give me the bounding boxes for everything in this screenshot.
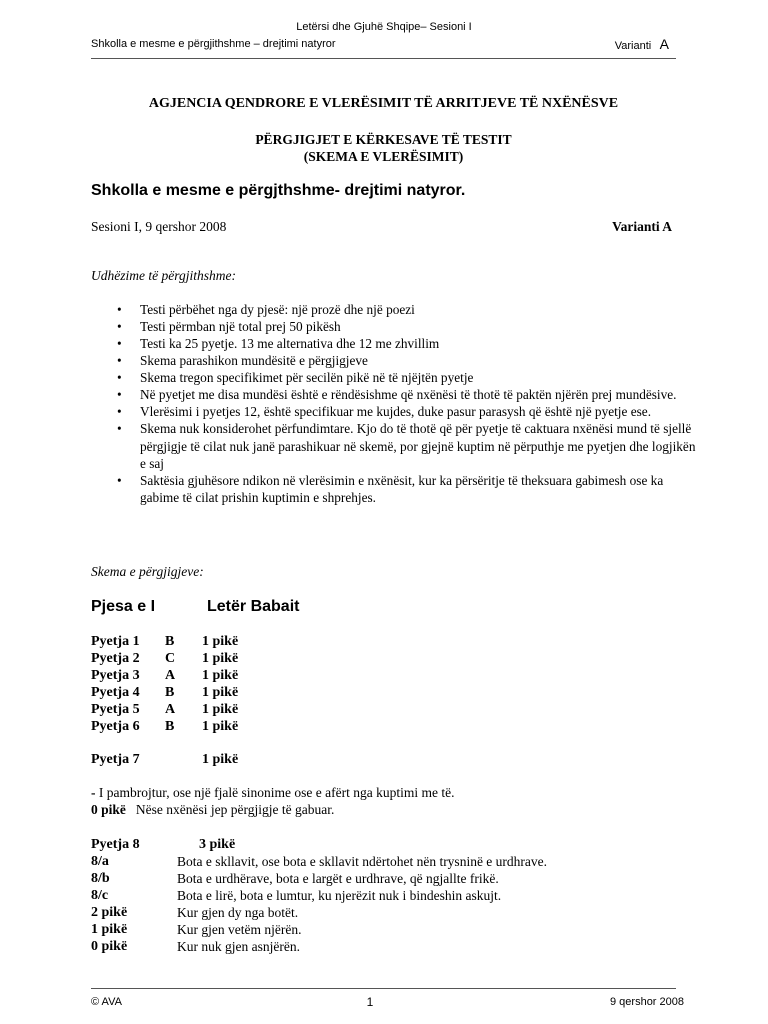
bullet-icon: •: [117, 336, 122, 351]
header-variant: [615, 36, 669, 54]
instruction-item: • Skema tregon specifikimet për secilën pikë në të njëjtën pyetje: [117, 370, 474, 385]
instructions-list: [91, 301, 696, 506]
header-center-line: Letërsi dhe Gjuhë Shqipe– Sesioni I: [296, 21, 472, 33]
footer-date: 9 qershor 2008: [610, 996, 684, 1008]
header-variant-letter: A: [659, 36, 669, 52]
session-date: Sesioni I, 9 qershor 2008: [91, 219, 227, 234]
footer-copyright: © AVA: [91, 996, 122, 1008]
bullet-icon: •: [117, 473, 122, 489]
bullet-icon: •: [117, 387, 122, 402]
answers-heading: Skema e përgjigjeve:: [91, 564, 204, 579]
school-title: Shkolla e mesme e përgjthshme- drejtimi natyror.: [91, 182, 466, 199]
instruction-item: • Saktësia gjuhësore ndikon në vlerësimin e nxënësit, kur ka përsëritje të theksuara gabimesh ose ka gabime të cilat prishin kuptimin e shprehjes.: [117, 473, 664, 506]
instruction-item: • Në pyetjet me disa mundësi është e rëndësishme që nxënësi të thotë të paktën njërën prej mundësive.: [117, 387, 677, 402]
instructions-heading: Udhëzime të përgjithshme:: [91, 268, 236, 283]
instruction-item: • Vlerësimi i pyetjes 12, është specifikuar me kujdes, duke pasur parasysh që është një pyetje ese.: [117, 404, 652, 420]
bullet-icon: •: [117, 421, 122, 437]
footer-rule: [91, 988, 676, 989]
instruction-item: • Skema parashikon mundësitë e përgjigjeve: [117, 353, 368, 368]
bullet-icon: •: [117, 353, 122, 368]
header-variant-label: Varianti: [614, 40, 652, 52]
part1-title: Letër Babait: [207, 598, 300, 615]
q7-answer: - I pambrojtur, ose një fjalë sinonime ose e afërt nga kuptimi me të.: [91, 785, 455, 800]
bullet-icon: •: [117, 404, 122, 420]
header-rule: [91, 58, 676, 59]
q7-zero: 0 pikë Nëse nxënësi jep përgjigje të gabuar.: [91, 802, 335, 817]
bullet-icon: •: [117, 319, 122, 334]
bullet-icon: •: [117, 370, 122, 385]
part1-label: Pjesa e I: [91, 598, 156, 615]
scheme-title: (SKEMA E VLERËSIMIT): [303, 149, 464, 164]
session-variant: Varianti A: [612, 219, 672, 234]
instruction-item: • Testi ka 25 pyetje. 13 me alternativa dhe 12 me zhvillim: [117, 336, 440, 351]
instruction-item: • Testi përmban një total prej 50 pikësh: [117, 319, 341, 334]
bullet-icon: •: [117, 302, 122, 317]
instruction-item: • Testi përbëhet nga dy pjesë: një prozë dhe një poezi: [117, 302, 415, 317]
header-left-line: Shkolla e mesme e përgjithshme – drejtimi natyror: [91, 38, 336, 50]
footer-page-number: 1: [366, 995, 374, 1009]
agency-title: AGJENCIA QENDRORE E VLERËSIMIT TË ARRITJEVE TË NXËNËSVE: [148, 96, 619, 111]
instruction-item: • Skema nuk konsiderohet përfundimtare. Kjo do të thotë që për pyetje të caktuara nxënësi mund të sjellë përgjigje të cilat nuk janë parashikuar në skemë, por gjejnë kuptim në përputhje me pyetjen dhe logjikën e saj: [117, 421, 696, 471]
answers-title: PËRGJIGJET E KËRKESAVE TË TESTIT: [255, 132, 512, 147]
